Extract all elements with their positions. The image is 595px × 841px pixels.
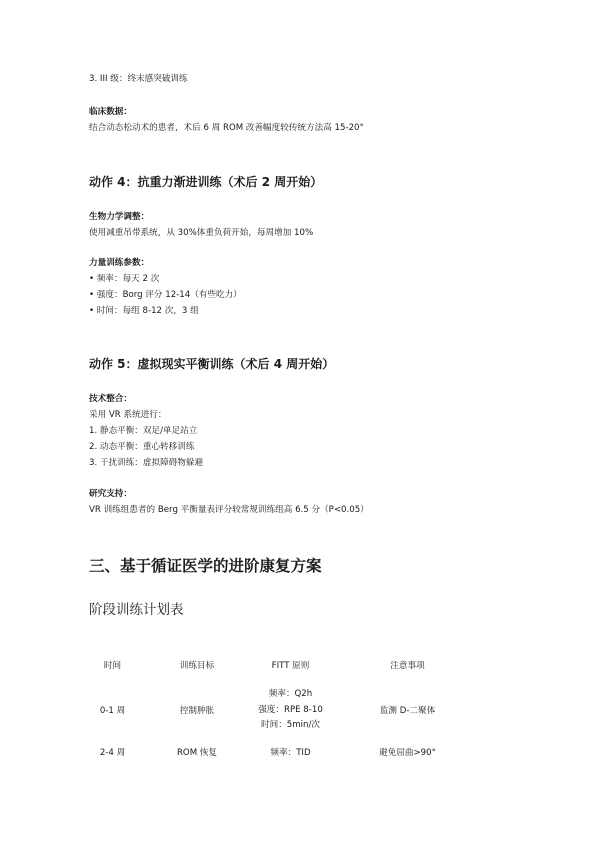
table-cell-fitt-frequency: 频率：Q2h bbox=[268, 689, 313, 699]
table-cell-goal: ROM 恢复 bbox=[176, 748, 218, 758]
tech-integration-heading: 技术整合： bbox=[89, 394, 132, 404]
table-cell-time: 0-1 周 bbox=[99, 706, 126, 716]
table-cell-fitt-frequency: 频率：TID bbox=[270, 748, 311, 758]
tech-integration-intro: 采用 VR 系统进行： bbox=[89, 410, 167, 420]
list-item-level-3: 3. III 级：终末感突破训练 bbox=[89, 74, 188, 84]
chapter-3-title: 三、基于循证医学的进阶康复方案 bbox=[89, 557, 322, 575]
research-text: VR 训练组患者的 Berg 平衡量表评分较常规训练组高 6.5 分（P<0.05） bbox=[89, 505, 369, 515]
tech-item-dynamic: 2. 动态平衡：重心转移训练 bbox=[89, 442, 195, 452]
strength-params-heading: 力量训练参数： bbox=[89, 258, 150, 268]
clinical-data-text: 结合动态松动术的患者，术后 6 周 ROM 改善幅度较传统方法高 15-20° bbox=[89, 123, 364, 133]
table-cell-goal: 控制肿胀 bbox=[179, 706, 215, 716]
table-cell-fitt-time: 时间：5min/次 bbox=[261, 720, 320, 730]
table-header-notes: 注意事项 bbox=[390, 661, 425, 671]
param-time: • 时间：每组 8-12 次，3 组 bbox=[89, 306, 199, 316]
table-cell-notes: 避免屈曲>90° bbox=[379, 748, 436, 758]
action-4-title: 动作 4：抗重力渐进训练（术后 2 周开始） bbox=[89, 175, 323, 189]
action-5-title: 动作 5：虚拟现实平衡训练（术后 4 周开始） bbox=[89, 357, 335, 371]
param-frequency: • 频率：每天 2 次 bbox=[89, 274, 160, 284]
plan-table-title: 阶段训练计划表 bbox=[89, 602, 184, 618]
table-header-goal: 训练目标 bbox=[179, 661, 215, 671]
clinical-data-heading: 临床数据： bbox=[89, 107, 132, 117]
research-heading: 研究支持： bbox=[89, 489, 132, 499]
biomechanics-heading: 生物力学调整： bbox=[89, 212, 150, 222]
table-cell-notes: 监测 D-二聚体 bbox=[379, 706, 436, 716]
param-intensity: • 强度：Borg 评分 12-14（有些吃力） bbox=[89, 290, 242, 300]
biomechanics-text: 使用减重吊带系统，从 30%体重负荷开始，每周增加 10% bbox=[89, 228, 314, 238]
table-header-time: 时间 bbox=[103, 661, 122, 671]
table-header-fitt: FITT 原则 bbox=[271, 661, 310, 671]
table-cell-time: 2-4 周 bbox=[99, 748, 126, 758]
tech-item-static: 1. 静态平衡：双足/单足站立 bbox=[89, 426, 198, 436]
table-cell-fitt-intensity: 强度：RPE 8-10 bbox=[258, 705, 323, 715]
tech-item-perturbation: 3. 干扰训练：虚拟障碍物躲避 bbox=[89, 458, 204, 468]
